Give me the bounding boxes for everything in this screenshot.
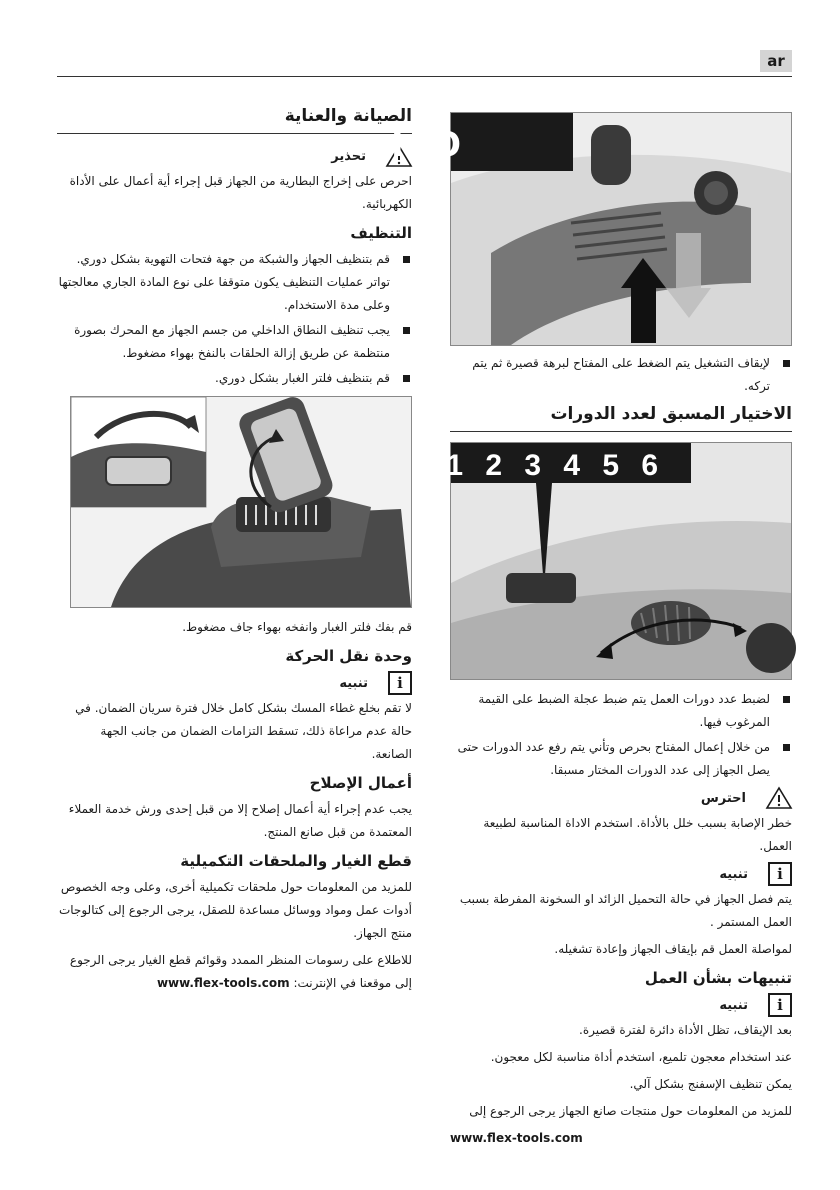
info-icon: i xyxy=(768,993,792,1017)
switch-illustration xyxy=(390,113,791,345)
filter-figure xyxy=(70,396,412,608)
filter-caption: قم بفك فلتر الغبار وانفخه بهواء جاف مضغوط. xyxy=(182,620,412,634)
header-rule xyxy=(57,76,792,77)
list-item: لضبط عدد دورات العمل يتم ضبط عجلة الضبط على القيمة المرغوب فيها. xyxy=(450,688,792,734)
speed-dial-illustration xyxy=(446,443,791,679)
website-link[interactable]: www.flex-tools.com xyxy=(156,976,290,990)
operation-column xyxy=(390,112,792,1154)
caution-header xyxy=(450,786,792,810)
spare-parts-link-text xyxy=(57,949,412,995)
overload-text: يتم فصل الجهاز في حالة التحميل الزائد او السخونة المفرطة بسبب العمل المستمر . xyxy=(459,892,792,929)
dial-number: 6 xyxy=(641,449,658,482)
filter-illustration xyxy=(71,397,411,607)
switch-figure xyxy=(390,112,792,346)
cleaning-list xyxy=(57,248,412,390)
list-item: يجب تنظيف النطاق الداخلي من جسم الجهاز مع المحرك بصورة منتظمة عن طريق إزالة الحلقات بالنفخ بهواء مضغوط. xyxy=(57,319,412,365)
list-item: من خلال إعمال المفتاح بحرص وتأني يتم رفع عدد الدورات حتى يصل الجهاز إلى عدد الدورات المختار مسبقا. xyxy=(450,736,792,782)
spare-parts-text: للمزيد من المعلومات حول ملحقات تكميلية أخرى، وعلى وجه الخصوص أدوات عمل ومواد ووسائل مساعدة للصقل، يرجى الرجوع إلى كتالوجات منتج الجهاز. xyxy=(58,880,412,940)
caution-title: احترس xyxy=(700,790,746,806)
warning-title: تحذير xyxy=(331,148,366,164)
work-tips-note-title: تنبيه xyxy=(719,997,748,1013)
dial-number: 1 xyxy=(446,449,463,482)
gear-unit-title: وحدة نقل الحركة xyxy=(285,647,412,665)
dial-number: 5 xyxy=(602,449,619,482)
spare-parts-text2: للاطلاع على رسومات المنظر الممدد وقوائم قطع الغيار يرجى الرجوع إلى موقعنا في الإنترنت: xyxy=(69,953,412,990)
list-item: قم بتنظيف فلتر الغبار بشكل دوري. xyxy=(57,367,412,390)
repairs-title: أعمال الإصلاح xyxy=(309,774,412,792)
dial-number: 4 xyxy=(563,449,580,482)
gear-note-title: تنبيه xyxy=(339,675,368,691)
gear-note-header xyxy=(57,671,412,695)
repairs-text: يجب عدم إجراء أية أعمال إصلاح إلا من قبل إحدى ورش خدمة العملاء المعتمدة من قبل صانع المنتج. xyxy=(68,802,412,839)
maintenance-title: الصيانة والعناية xyxy=(57,106,412,134)
dial-number: 3 xyxy=(524,449,541,482)
work-tips-title: تنبيهات بشأن العمل xyxy=(644,969,792,987)
info-icon: i xyxy=(768,862,792,886)
warning-text: احرص على إخراج البطارية من الجهاز قبل إجراء أية أعمال على الأداة الكهربائية. xyxy=(69,174,412,211)
info-icon: i xyxy=(388,671,412,695)
caution-triangle-icon xyxy=(766,786,792,810)
speed-dial-figure xyxy=(446,442,792,680)
speed-title: الاختيار المسبق لعدد الدورات xyxy=(450,404,792,432)
dial-number: 2 xyxy=(485,449,502,482)
list-item: قم بتنظيف الجهاز والشبكة من جهة فتحات التهوية بشكل دوري. تواتر عمليات التنظيف يكون متوقفا على نوع المادة الجاري معالجتها وعلى مدة الاستخدام. xyxy=(57,248,412,317)
work-tips-note-header xyxy=(450,993,792,1017)
warning-header xyxy=(57,144,412,168)
speed-list xyxy=(450,688,792,782)
website-link[interactable]: www.flex-tools.com xyxy=(450,1131,583,1145)
switch-off-symbol: I➔O xyxy=(390,125,461,165)
maintenance-column xyxy=(57,100,412,999)
language-badge: ar xyxy=(760,50,792,72)
caution-text: خطر الإصابة بسبب خلل بالأداة. استخدم الاداة المناسبة لطبيعة العمل. xyxy=(483,816,792,853)
restart-text: لمواصلة العمل قم بإيقاف الجهاز وإعادة تشغيله. xyxy=(554,942,792,956)
cleaning-title: التنظيف xyxy=(350,224,412,242)
work-tip-line: بعد الإيقاف، تظل الأداة دائرة لفترة قصيرة. xyxy=(579,1023,792,1037)
work-tip-line: يمكن تنظيف الإسفنج بشكل آلي. xyxy=(629,1077,792,1091)
switch-off-list xyxy=(450,352,792,398)
work-tips-link-line xyxy=(450,1127,792,1150)
work-tip-line: عند استخدام معجون تلميع، استخدم أداة مناسبة لكل معجون. xyxy=(490,1050,792,1064)
overload-note-header xyxy=(450,862,792,886)
list-item: لإيقاف التشغيل يتم الضغط على المفتاح لبرهة قصيرة ثم يتم تركه. xyxy=(450,352,792,398)
gear-unit-text: لا تقم بخلع غطاء المسك بشكل كامل خلال فترة سريان الضمان. في حالة عدم مراعاة ذلك، تسقط التزامات الضمان من جانب الجهة الصانعة. xyxy=(75,701,412,761)
spare-parts-title: قطع الغيار والملحقات التكميلية xyxy=(180,852,412,870)
overload-note-title: تنبيه xyxy=(719,866,748,882)
work-tip-line: للمزيد من المعلومات حول منتجات صانع الجهاز يرجى الرجوع إلى xyxy=(469,1104,792,1118)
